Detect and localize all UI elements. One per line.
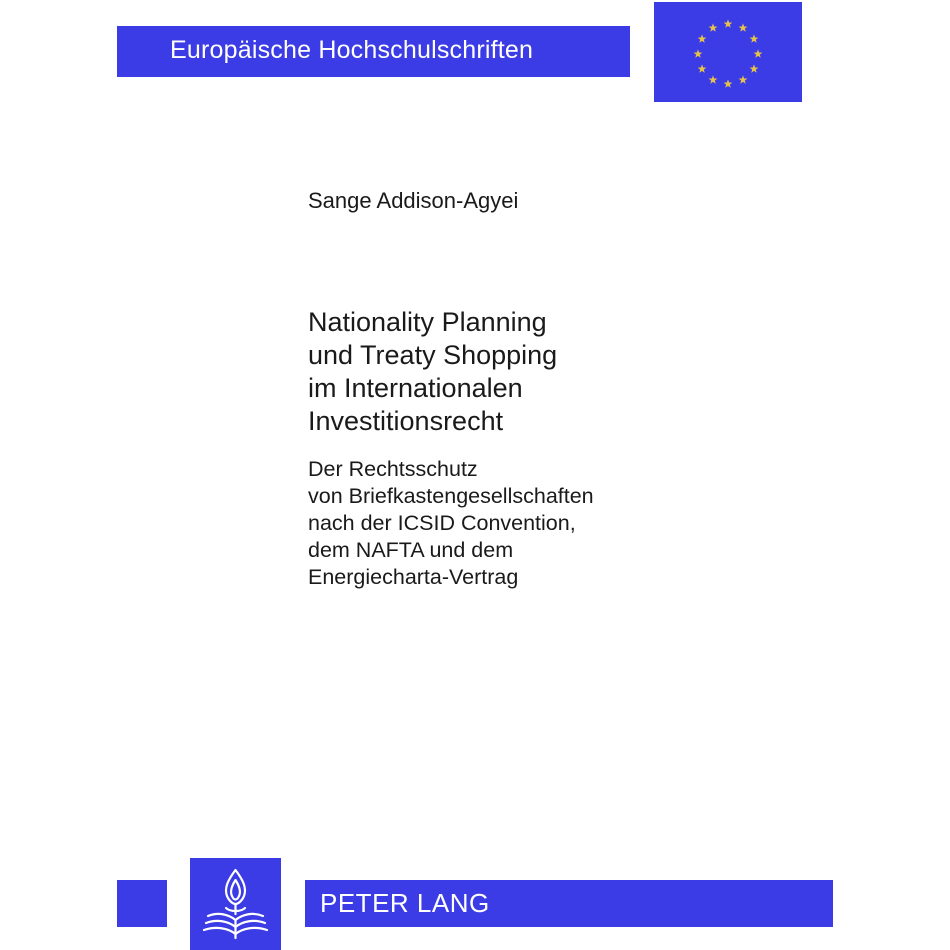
peter-lang-logo-icon: [190, 858, 281, 950]
title-line: im Internationalen: [308, 373, 523, 403]
eu-stars-icon: [654, 2, 802, 102]
eu-star-icon: [698, 34, 707, 42]
publisher-logo-box: [190, 858, 281, 950]
publisher-name: PETER LANG: [320, 888, 490, 918]
subtitle-line: dem NAFTA und dem: [308, 538, 514, 562]
eu-star-icon: [724, 79, 733, 87]
eu-star-icon: [694, 49, 703, 57]
eu-star-icon: [750, 34, 759, 42]
subtitle-line: von Briefkastengesellschaften: [308, 484, 594, 508]
eu-star-icon: [739, 75, 748, 83]
series-title: Europäische Hochschulschriften: [170, 36, 534, 64]
subtitle-line: nach der ICSID Convention,: [308, 511, 576, 535]
subtitle-line: Energiecharta-Vertrag: [308, 565, 519, 589]
eu-star-icon: [709, 75, 718, 83]
title-line: und Treaty Shopping: [308, 340, 558, 370]
book-subtitle: [308, 456, 594, 591]
author-name: Sange Addison-Agyei: [308, 188, 519, 213]
eu-star-icon: [709, 23, 718, 31]
eu-star-icon: [754, 49, 763, 57]
eu-star-icon: [698, 64, 707, 72]
eu-emblem-box: [654, 2, 802, 102]
book-title: [308, 306, 557, 438]
eu-star-icon: [750, 64, 759, 72]
eu-star-icon: [739, 23, 748, 31]
title-line: Investitionsrecht: [308, 406, 504, 436]
footer-accent-block: [117, 880, 167, 927]
subtitle-line: Der Rechtsschutz: [308, 457, 478, 481]
eu-star-icon: [724, 19, 733, 27]
title-line: Nationality Planning: [308, 307, 547, 337]
